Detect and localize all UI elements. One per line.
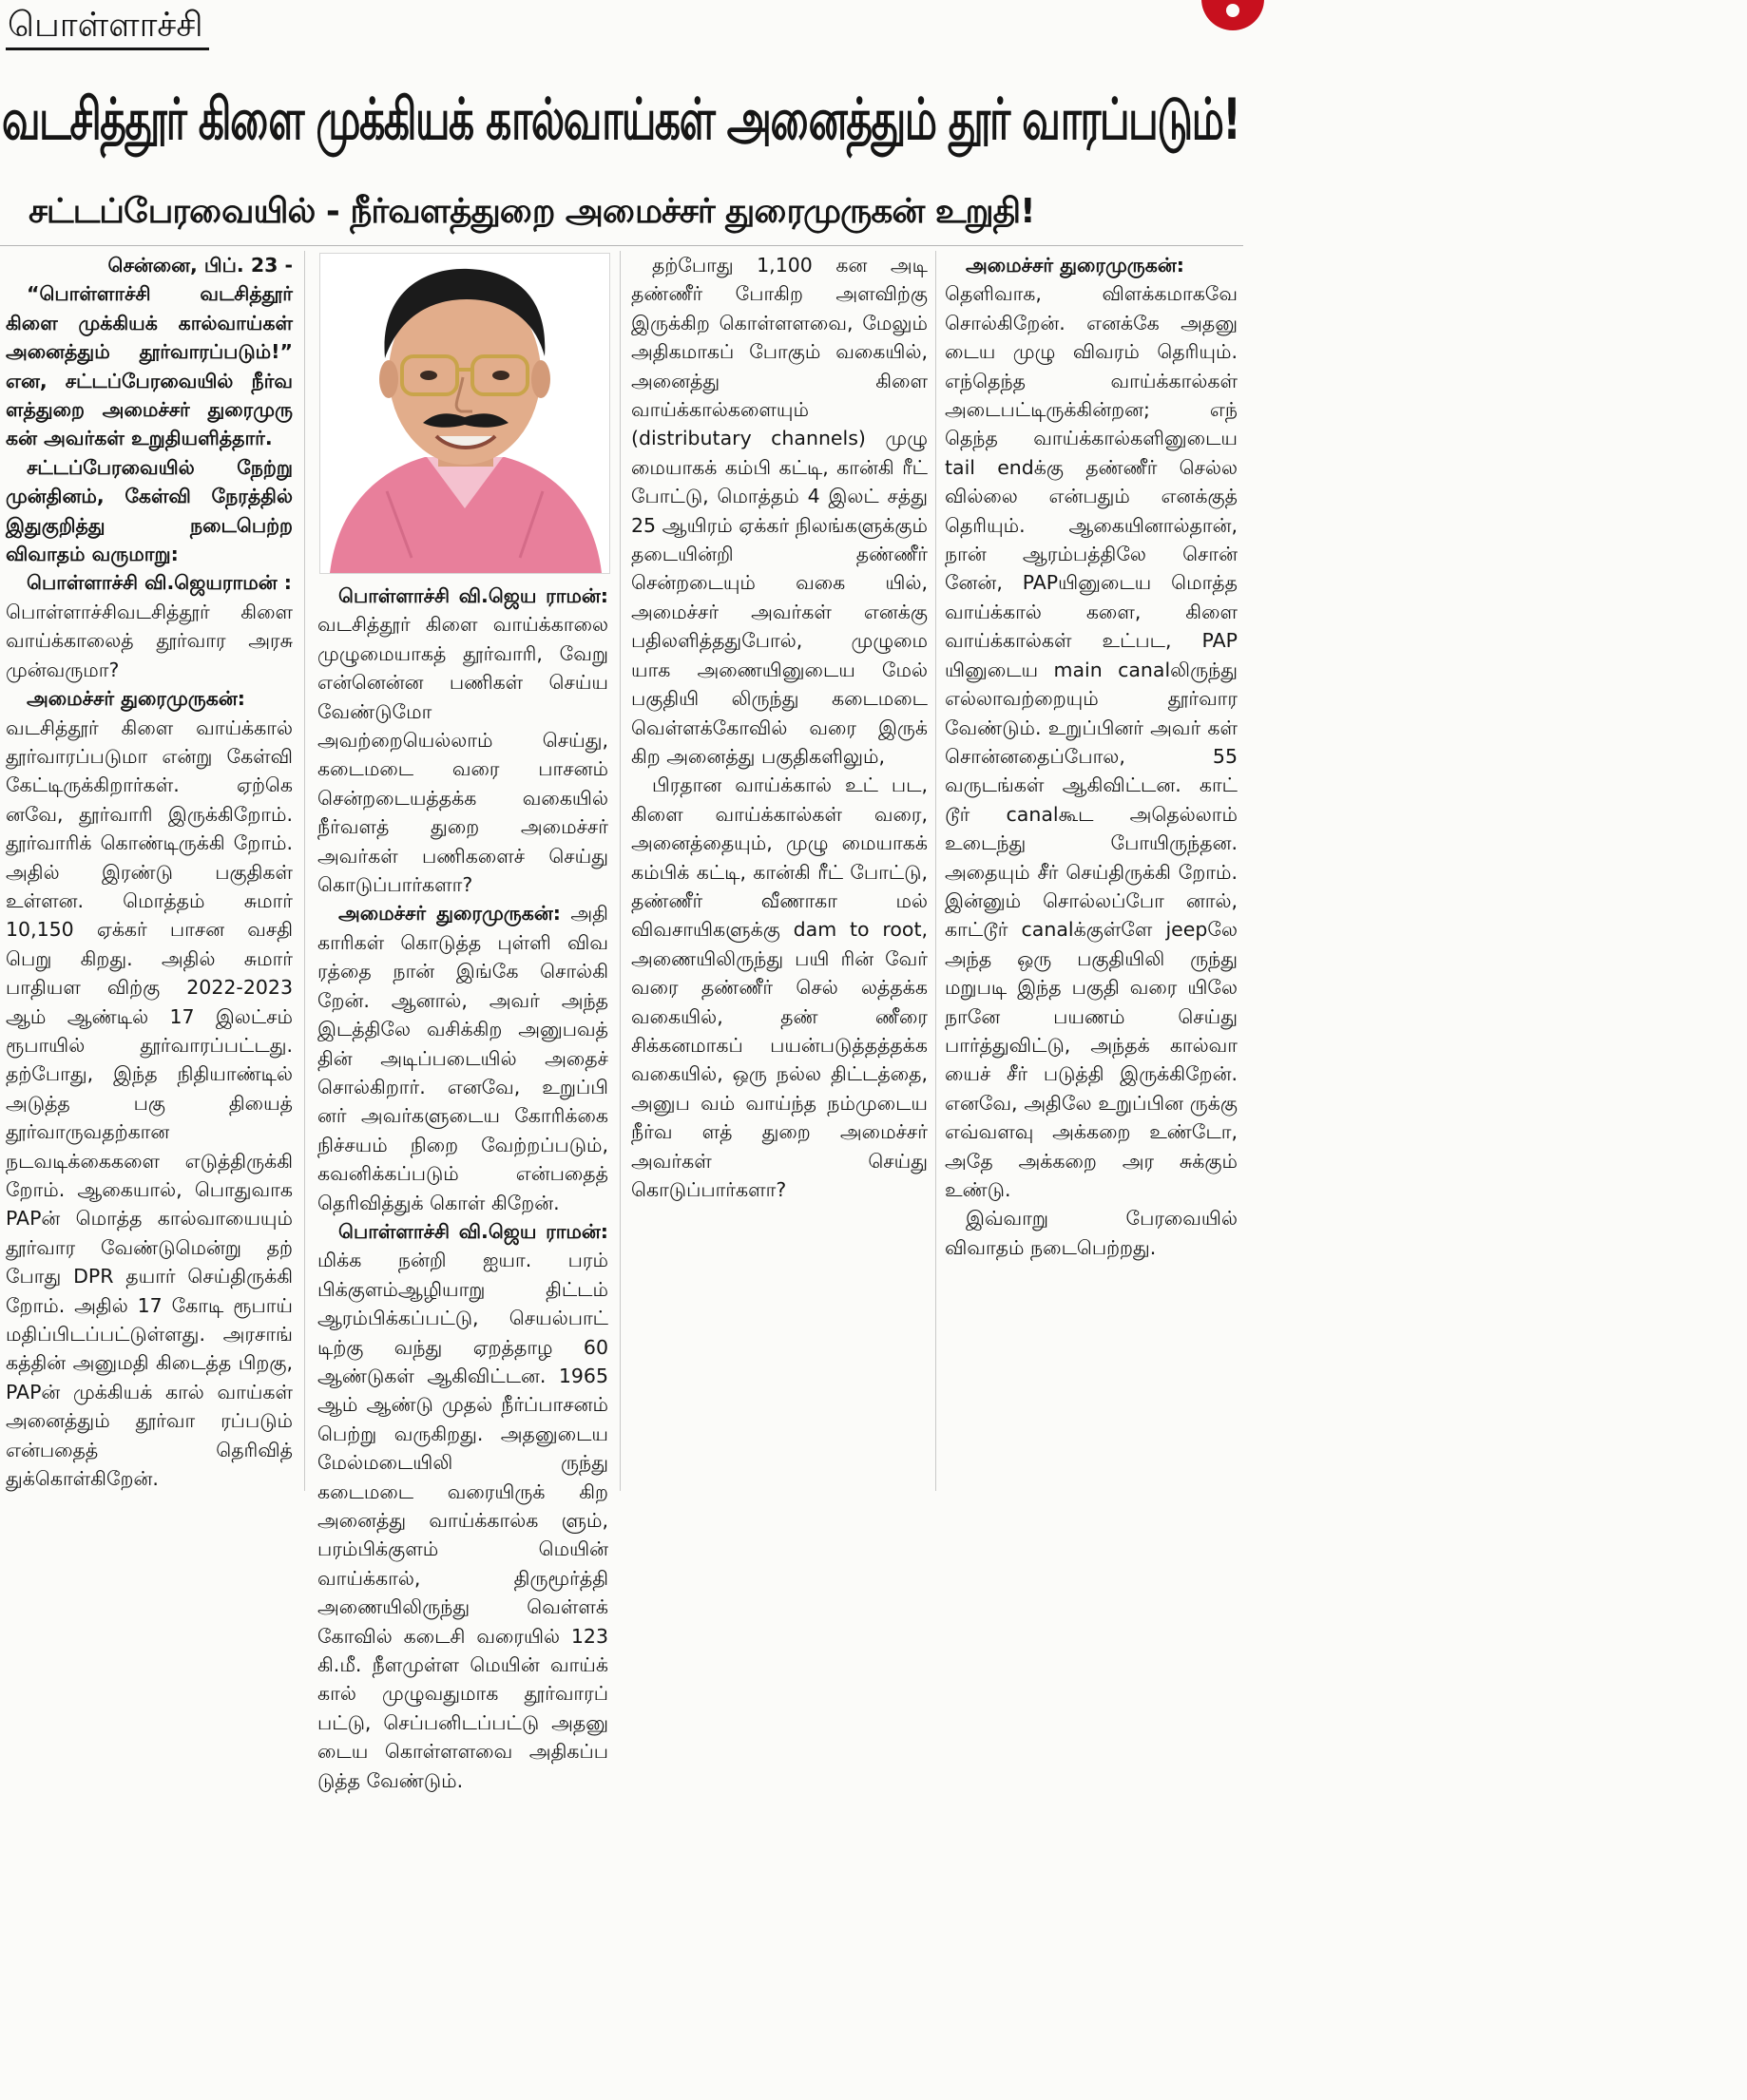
speaker-name: பொள்ளாச்சி வி.ஜெய ராமன்: <box>338 1219 608 1243</box>
question-text: மிக்க நன்றி ஐயா. பரம் பிக்குளம்ஆழியாறு திட்டம் ஆரம்பிக்கப்பட்டு, செயல்பாட் டிற்கு வந்து ஏறத்தாழ 60 ஆண்டுகள் ஆகிவிட்டன. 1965 ஆம் ஆண்டு முதல் நீர்ப்பாசனம் பெற்று வருகிறது. அதனுடைய மேல்மடையிலி ருந்து கடைமடை வரையிருக் கிற அனைத்து வாய்க்கால்க ளும், பரம்பிக்குளம் மெயின் வாய்க்கால், திருமூர்த்தி அணையிலிருந்து வெள்ளக் கோவில் கடைசி வரையில் 123 கி.மீ. நீளமுள்ள மெயின் வாய்க் கால் முழுவதுமாக தூர்வாரப் பட்டு, செப்பனிடப்பட்டு அதனு டைய கொள்ளளவை அதிகப்ப டுத்த வேண்டும். <box>317 1249 608 1792</box>
headline: வடசித்தூர் கிளை முக்கியக் கால்வாய்கள் அனைத்தும் தூர் வாரப்படும்! <box>2 86 1240 153</box>
question-text: பிரதான வாய்க்கால் உட் பட, கிளை வாய்க்கால்கள் வரை, அனைத்தையும், முழு மையாகக் கம்பிக் கட்டி, கான்கி ரீட் போட்டு, தண்ணீர் வீணாகா மல் விவசாயிகளுக்கு dam to root, அணையிலிருந்து பயி ரின் வேர் வரை தண்ணீர் செல் லத்தக்க வகையில், தண் ணீரை சிக்கனமாகப் பயன்படுத்தத்தக்க வகையில், ஒரு நல்ல திட்டத்தை, அனுப வம் வாய்ந்த நம்முடைய நீர்வ ளத் துறை அமைச்சர் அவர்கள் செய்து கொடுப்பார்களா? <box>631 773 928 1201</box>
article-column-2 <box>317 582 608 1792</box>
column-divider <box>935 251 936 1491</box>
speaker-name: பொள்ளாச்சி வி.ஜெயராமன் : <box>27 571 292 595</box>
speaker-name: அமைச்சர் துரைமுருகன்: <box>966 254 1184 277</box>
section-label: பொள்ளாச்சி <box>6 6 209 50</box>
question-text: பொள்ளாச்சிவடசித்தூர் கிளை வாய்க்காலைத் தூர்வார அரசு முன்வருமா? <box>6 600 293 681</box>
minister-photo <box>319 253 610 574</box>
closing-paragraph: இவ்வாறு பேரவையில் விவாதம் நடைபெற்றது. <box>945 1207 1238 1259</box>
question-text: வடசித்தூர் கிளை வாய்க்காலை முழுமையாகத் தூர்வாரி, வேறு என்னென்ன பணிகள் செய்ய வேண்டுமோ அவற்றையெல்லாம் செய்து, கடைமடை வரை பாசனம் சென்றடையத்தக்க வகையில் நீர்வளத் துறை அமைச்சர் அவர்கள் பணிகளைச் செய்து கொடுப்பார்களா? <box>317 613 608 897</box>
dateline: சென்னை, பிப். 23 - <box>107 254 293 277</box>
lead-paragraph: “பொள்ளாச்சி வடசித்தூர் கிளை முக்கியக் கால்வாய்கள் அனைத்தும் தூர்வாரப்படும்!” என, சட்டப்பேரவையில் நீர்வ ளத்துறை அமைச்சர் துரைமுரு கன் அவர்கள் உறுதியளித்தார். <box>6 282 293 450</box>
speaker-name: அமைச்சர் துரைமுருகன்: <box>27 687 245 711</box>
column-divider <box>620 251 621 1491</box>
article-column-4 <box>945 251 1238 1491</box>
intro-paragraph: சட்டப்பேரவையில் நேற்று முன்தினம், கேள்வி நேரத்தில் இதுகுறித்து நடைபெற்ற விவாதம் வருமாறு: <box>6 455 293 566</box>
header-rule <box>0 245 1243 246</box>
speaker-name: அமைச்சர் துரைமுருகன்: <box>338 902 561 926</box>
person-photo-icon <box>320 254 609 573</box>
subheadline: சட்டப்பேரவையில் - நீர்வளத்துறை அமைச்சர் துரைமுருகன் உறுதி! <box>29 192 1035 231</box>
article-column-1 <box>6 251 293 1491</box>
question-text: தற்போது 1,100 கன அடி தண்ணீர் போகிற அளவிற்கு இருக்கிற கொள்ளளவை, மேலும் அதிகமாகப் போகும் வகையில், அனைத்து கிளை வாய்க்கால்களையும் (distributary channels) முழு மையாகக் கம்பி கட்டி, கான்கி ரீட் போட்டு, மொத்தம் 4 இலட் சத்து 25 ஆயிரம் ஏக்கர் நிலங்களுக்கும் தடையின்றி தண்ணீர் சென்றடையும் வகை யில், அமைச்சர் அவர்கள் எனக்கு பதிலளித்ததுபோல், முழுமை யாக அணையினுடைய மேல் பகுதியி லிருந்து கடைமடை வெள்ளக்கோவில் வரை இருக் கிற அனைத்து பகுதிகளிலும், <box>631 254 928 768</box>
answer-text: அதி காரிகள் கொடுத்த புள்ளி விவ ரத்தை நான் இங்கே சொல்கி றேன். ஆனால், அவர் அந்த இடத்திலே வசிக்கிற அனுபவத் தின் அடிப்படையில் அதைச் சொல்கிறார். எனவே, உறுப்பி னர் அவர்களுடைய கோரிக்கை நிச்சயம் நிறை வேற்றப்படும், கவனிக்கப்படும் என்பதைத் தெரிவித்துக் கொள் கிறேன். <box>317 902 608 1214</box>
brand-logo-icon <box>1201 0 1264 30</box>
article-column-3 <box>631 251 928 1491</box>
answer-text: தெளிவாக, விளக்கமாகவே சொல்கிறேன். எனக்கே அதனு டைய முழு விவரம் தெரியும். எந்தெந்த வாய்க்கால்கள் அடைபட்டிருக்கின்றன; எந் தெந்த வாய்க்கால்களினுடைய tail endக்கு தண்ணீர் செல்ல வில்லை என்பதும் எனக்குத் தெரியும். ஆகையினால்தான், நான் ஆரம்பத்திலே சொன் னேன், PAPயினுடைய மொத்த வாய்க்கால் களை, கிளை வாய்க்கால்கள் உட்பட, PAP யினுடைய main canalலிருந்து எல்லாவற்றையும் தூர்வார வேண்டும். உறுப்பினர் அவர் கள் சொன்னதைப்போல, 55 வருடங்கள் ஆகிவிட்டன. காட் டூர் canalகூட அதெல்லாம் உடைந்து போயிருந்தன. அதையும் சீர் செய்திருக்கி றோம். இன்னும் சொல்லப்போ னால், காட்டூர் canalக்குள்ளே jeepலே அந்த ஒரு பகுதியிலி ருந்து மறுபடி இந்த பகுதி வரை யிலே நானே பயணம் செய்து பார்த்துவிட்டு, அந்தக் கால்வா யைச் சீர் படுத்தி இருக்கிறேன். எனவே, அதிலே உறுப்பின ருக்கு எவ்வளவு அக்கறை உண்டோ, அதே அக்கறை அர சுக்கும் உண்டு. <box>945 282 1238 1201</box>
column-divider <box>304 251 305 1491</box>
speaker-name: பொள்ளாச்சி வி.ஜெய ராமன்: <box>338 584 608 607</box>
answer-text: வடசித்தூர் கிளை வாய்க்கால் தூர்வாரப்படுமா என்று கேள்வி கேட்டிருக்கிறார்கள். ஏற்கெ னவே, தூர்வாரி இருக்கிறோம். தூர்வாரிக் கொண்டிருக்கி றோம். அதில் இரண்டு பகுதிகள் உள்ளன. மொத்தம் சுமார் 10,150 ஏக்கர் பாசன வசதி பெறு கிறது. அதில் சுமார் பாதியள விற்கு 2022-2023 ஆம் ஆண்டில் 17 இலட்சம் ரூபாயில் தூர்வாரப்பட்டது. தற்போது, இந்த நிதியாண்டில் அடுத்த பகு தியைத் தூர்வாருவதற்கான நடவடிக்கைகளை எடுத்திருக்கி றோம். ஆகையால், பொதுவாக PAPன் மொத்த கால்வாயையும் தூர்வார வேண்டுமென்று தற் போது DPR தயார் செய்திருக்கி றோம். அதில் 17 கோடி ரூபாய் மதிப்பிடப்பட்டுள்ளது. அரசாங் கத்தின் அனுமதி கிடைத்த பிறகு, PAPன் முக்கியக் கால் வாய்கள் அனைத்தும் தூர்வா ரப்படும் என்பதைத் தெரிவித் துக்கொள்கிறேன். <box>6 716 293 1491</box>
